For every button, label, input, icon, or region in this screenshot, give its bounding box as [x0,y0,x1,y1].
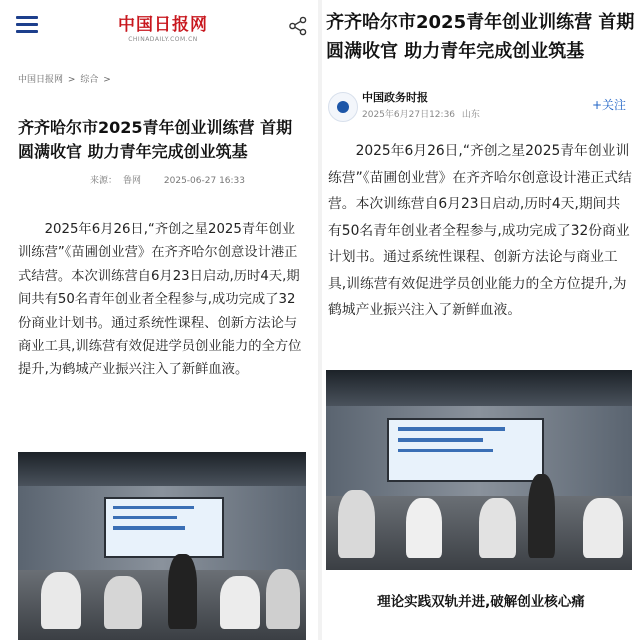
menu-icon[interactable] [16,16,38,34]
publish-info [362,107,484,120]
article-body: 2025年6月26日,“齐创之星2025青年创业训练营”《苗圃创业营》在齐齐哈尔创意设计港正式结营。本次训练营自6月23日启动,历时4天,期间共有50名青年创业者全程参与,成功完成了32份商业计划书。通过系统性课程、创新方法论与商业工具,训练营有效促进学员创业能力的全方位提升,为鹤城产业振兴注入了新鲜血液。 [328,143,632,318]
article-photo [326,370,632,570]
follow-button[interactable]: +关注 [592,98,627,112]
site-logo[interactable] [118,10,208,43]
article-title: 齐齐哈尔市2025青年创业训练营 首期圆满收官 助力青年完成创业筑基 [18,118,293,161]
source-name[interactable]: 中国政务时报 [362,91,428,104]
breadcrumb-separator: > [103,75,111,85]
publish-region: 山东 [461,110,480,120]
breadcrumb [18,72,113,85]
breadcrumb-home[interactable]: 中国日报网 [18,75,64,85]
publish-datetime: 2025-06-27 16:33 [163,176,246,186]
source-name: 鲁网 [123,176,142,186]
top-bar [0,0,318,52]
share-icon[interactable] [288,16,308,36]
article-photo [18,452,306,640]
article-body: 2025年6月26日,“齐创之星2025青年创业训练营”《苗圃创业营》在齐齐哈尔创意设计港正式结营。本次训练营自6月23日启动,历时4天,期间共有50名青年创业者全程参与,成功完成了32份商业计划书。通过系统性课程、创新方法论与商业工具,训练营有效促进学员创业能力的全方位提升,为鹤城产业振兴注入了新鲜血液。 [18,222,302,378]
logo-text: 中国日报网 [118,15,208,35]
article-meta [90,173,251,186]
breadcrumb-category[interactable]: 综合 [80,75,99,85]
left-article-panel [0,0,318,640]
article-title: 齐齐哈尔市2025青年创业训练营 首期圆满收官 助力青年完成创业筑基 [326,12,635,62]
publish-datetime: 2025年6月27日12:36 [362,110,456,120]
logo-subtext: CHINADAILY.COM.CN [128,36,198,43]
source-label: 来源： [90,176,118,186]
breadcrumb-separator: > [67,75,76,85]
photo-caption: 理论实践双轨并进,破解创业核心痛 [377,594,585,610]
right-article-panel [322,0,640,640]
source-avatar-icon[interactable] [328,92,358,122]
